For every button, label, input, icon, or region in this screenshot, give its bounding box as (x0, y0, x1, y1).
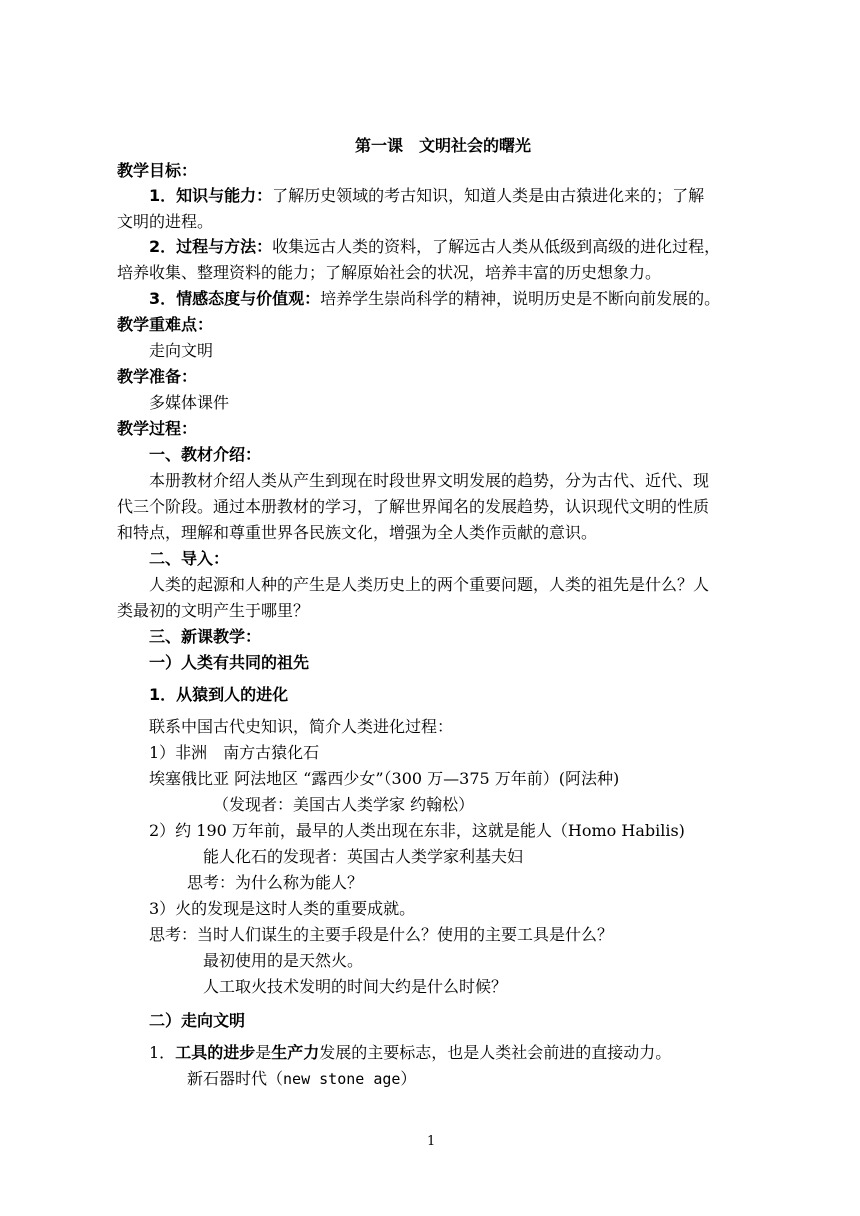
new-lesson-heading: 三、新课教学： (149, 627, 262, 646)
evolution-line-8: 思考：当时人们谋生的主要手段是什么？使用的主要工具是什么？ (149, 925, 614, 944)
objective-3-label: 3．情感态度与价值观： (149, 289, 321, 308)
evolution-line-6: 思考：为什么称为能人？ (187, 873, 364, 892)
evolution-line-2: 埃塞俄比亚 阿法地区 “露西少女”（300 万—375 万年前）(阿法种) (149, 769, 620, 788)
section-2-heading: 二）走向文明 (149, 1011, 246, 1030)
objective-2-label: 2．过程与方法： (149, 237, 273, 256)
evolution-line-10: 人工取火技术发明的时间大约是什么时候？ (203, 977, 508, 996)
intro-heading: 一、教材介绍： (149, 445, 262, 464)
intro-line-3: 和特点，理解和尊重世界各民族文化，增强为全人类作贡献的意识。 (117, 523, 598, 542)
preparation-text: 多媒体课件 (149, 393, 230, 412)
point-connector: 是 (255, 1043, 272, 1062)
intro-line-1: 本册教材介绍人类从产生到现在时段世界文明发展的趋势，分为古代、近代、现 (149, 471, 710, 490)
point-number: 1． (149, 1043, 176, 1062)
objective-1 (149, 185, 704, 207)
link-line: 联系中国古代史知识，简介人类进化过程： (149, 717, 454, 736)
objective-2-text: 收集远古人类的资料，了解远古人类从低级到高级的进化过程， (272, 237, 721, 256)
tool-progress-term: 工具的进步 (175, 1043, 256, 1062)
evolution-line-3: （发现者：美国古人类学家 约翰松） (213, 795, 475, 814)
point-rest: 发展的主要标志，也是人类社会前进的直接动力。 (319, 1043, 672, 1062)
objective-1-cont: 文明的进程。 (117, 212, 214, 231)
page-title: 第一课 文明社会的曙光 (355, 136, 532, 155)
intro-line-2: 代三个阶段。通过本册教材的学习，了解世界闻名的发展趋势，认识现代文明的性质 (117, 497, 710, 516)
process-heading: 教学过程： (117, 419, 198, 438)
section-1-heading: 一）人类有共同的祖先 (149, 653, 310, 672)
productivity-term: 生产力 (271, 1043, 320, 1062)
lead-line-2: 类最初的文明产生于哪里？ (117, 601, 310, 620)
key-points-text: 走向文明 (149, 341, 214, 360)
lead-line-1: 人类的起源和人种的产生是人类历史上的两个重要问题，人类的祖先是什么？人 (149, 575, 710, 594)
evolution-line-7: 3）火的发现是这时人类的重要成就。 (149, 899, 416, 918)
neolithic-english: new stone age (283, 1070, 401, 1088)
preparation-heading: 教学准备： (117, 367, 198, 386)
objective-2 (149, 236, 720, 258)
objective-1-label: 1．知识与能力： (149, 186, 273, 205)
objectives-heading: 教学目标： (117, 161, 198, 180)
neolithic-label: 新石器时代（ (187, 1069, 284, 1088)
page-number: 1 (427, 1134, 436, 1149)
objective-3-text: 培养学生崇尚科学的精神，说明历史是不断向前发展的。 (320, 289, 721, 308)
objective-1-text: 了解历史领域的考古知识，知道人类是由古猿进化来的；了解 (272, 186, 705, 205)
neolithic-close: ） (400, 1069, 417, 1088)
evolution-line-5: 能人化石的发现者：英国古人类学家利基夫妇 (203, 847, 524, 866)
objective-2-cont: 培养收集、整理资料的能力；了解原始社会的状况，培养丰富的历史想象力。 (117, 263, 662, 282)
neolithic-line (187, 1068, 416, 1090)
evolution-line-9: 最初使用的是天然火。 (203, 951, 364, 970)
evolution-line-1: 1）非洲 南方古猿化石 (149, 743, 320, 762)
section-1-subheading: 1．从猿到人的进化 (149, 685, 289, 704)
evolution-line-4: 2）约 190 万年前，最早的人类出现在东非，这就是能人（Homo Habilis) (149, 821, 685, 840)
section-2-point-1 (149, 1042, 671, 1064)
lead-heading: 二、导入： (149, 549, 230, 568)
objective-3 (149, 288, 720, 310)
key-points-heading: 教学重难点： (117, 315, 214, 334)
